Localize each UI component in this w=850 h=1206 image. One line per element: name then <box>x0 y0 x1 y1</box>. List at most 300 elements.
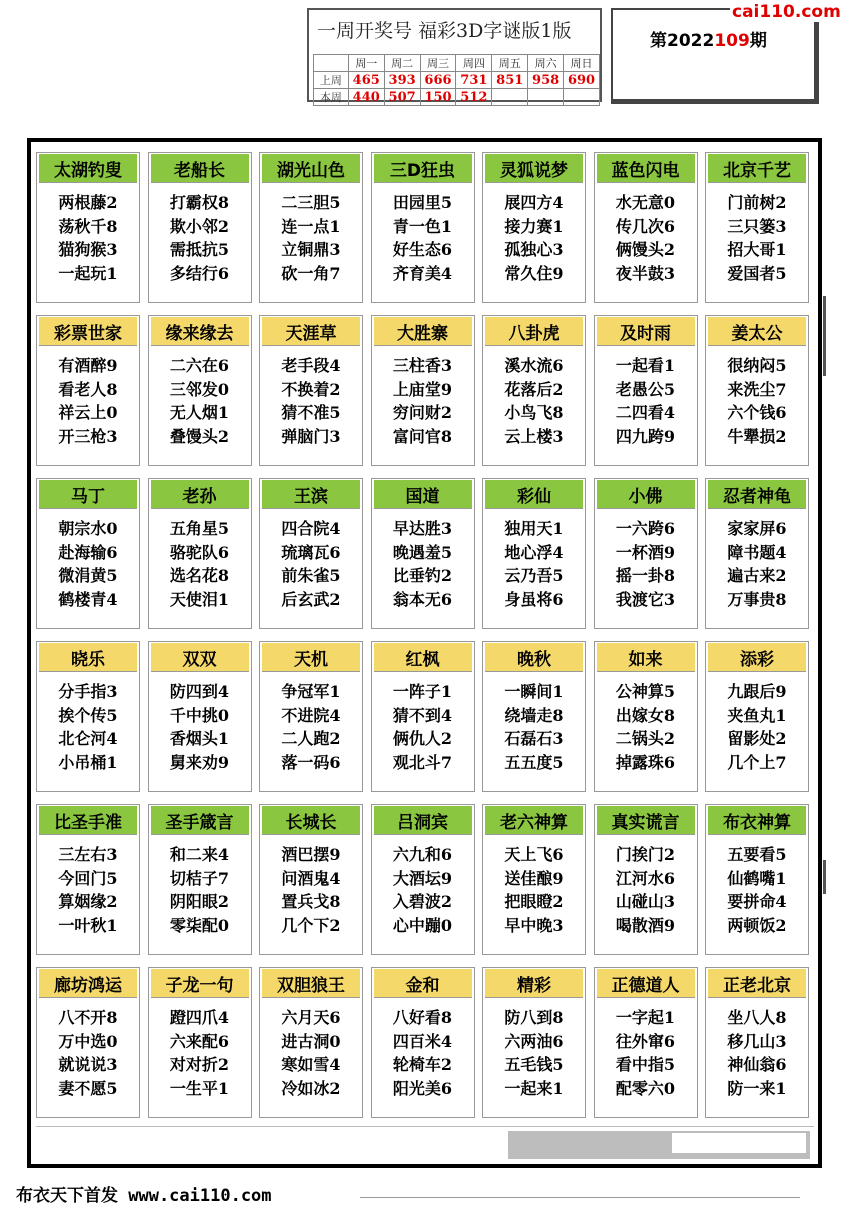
puzzle-line: 舅来劝9 <box>169 752 230 772</box>
puzzle-card-lines <box>372 680 474 774</box>
puzzle-line: 赴海输6 <box>58 542 118 562</box>
puzzle-card-lines <box>706 680 808 774</box>
puzzle-line: 把眼瞪2 <box>504 892 564 911</box>
puzzle-line: 富问官8 <box>392 426 453 446</box>
puzzle-line: 需抵抗5 <box>169 240 230 259</box>
puzzle-card-lines <box>706 354 808 448</box>
puzzle-line: 进古洞0 <box>281 1031 341 1051</box>
weekday-cell: 周五 <box>492 55 528 72</box>
puzzle-line: 齐育美4 <box>392 263 453 283</box>
puzzle-card-title: 天涯草 <box>262 317 360 346</box>
puzzle-line: 地心浮4 <box>504 542 564 562</box>
puzzle-line: 五角星5 <box>169 519 230 538</box>
weekly-draw-panel <box>307 8 602 105</box>
puzzle-line: 两根藤2 <box>58 193 118 212</box>
puzzle-card <box>482 804 586 955</box>
puzzle-card-title: 马丁 <box>39 480 137 509</box>
puzzle-line: 六月天6 <box>281 1008 341 1027</box>
puzzle-card-title: 比圣手准 <box>39 806 137 835</box>
puzzle-line: 二四看4 <box>615 403 676 422</box>
puzzle-card-lines <box>372 1006 474 1100</box>
puzzle-line: 二人跑2 <box>281 729 341 748</box>
puzzle-card-lines <box>595 191 697 285</box>
frame-edge-mark <box>823 860 826 894</box>
puzzle-line: 夜半鼓3 <box>615 263 676 283</box>
puzzle-card-lines <box>37 1006 139 1100</box>
puzzle-card <box>705 641 809 792</box>
puzzle-line: 天上飞6 <box>504 845 564 864</box>
puzzle-card <box>705 478 809 629</box>
puzzle-line: 零柒配0 <box>169 915 230 935</box>
draw-number: 851 <box>492 72 528 89</box>
puzzle-card-lines <box>595 354 697 448</box>
puzzle-line: 置兵戈8 <box>281 892 341 911</box>
weekly-draw-title: 一周开奖号 福彩3D字谜版1版 <box>317 20 572 42</box>
puzzle-card-title: 廊坊鸿运 <box>39 969 137 998</box>
site-logo[interactable]: cai110.com <box>732 2 841 22</box>
puzzle-line: 水无意0 <box>615 193 676 212</box>
puzzle-card-lines <box>260 354 362 448</box>
puzzle-line: 我渡它3 <box>615 589 676 609</box>
draw-number: 465 <box>348 72 384 89</box>
puzzle-card-title: 金和 <box>374 969 472 998</box>
puzzle-line: 喝散酒9 <box>615 915 676 935</box>
puzzle-card-title: 彩仙 <box>485 480 583 509</box>
puzzle-line: 移几山3 <box>727 1031 787 1051</box>
puzzle-card <box>148 152 252 303</box>
puzzle-line: 挨个传5 <box>58 705 118 725</box>
puzzle-line: 掉露珠6 <box>615 752 676 772</box>
issue-panel <box>611 8 819 104</box>
puzzle-line: 障书题4 <box>727 542 787 562</box>
puzzle-line: 接力赛1 <box>504 216 564 236</box>
puzzle-card <box>482 641 586 792</box>
puzzle-card-lines <box>595 843 697 937</box>
puzzle-card-title: 及时雨 <box>597 317 695 346</box>
puzzle-line: 争冠军1 <box>281 682 341 701</box>
puzzle-line: 防四到4 <box>169 682 230 701</box>
puzzle-line: 多结行6 <box>169 263 230 283</box>
puzzle-card-lines <box>260 517 362 611</box>
puzzle-line: 千中挑0 <box>169 705 230 725</box>
puzzle-card-lines <box>260 843 362 937</box>
puzzle-card <box>259 967 363 1118</box>
puzzle-line: 独用天1 <box>504 519 564 538</box>
puzzle-line: 前朱雀5 <box>281 566 341 585</box>
issue-suffix: 期 <box>749 31 767 51</box>
draw-number <box>492 89 528 106</box>
puzzle-line: 神仙翁6 <box>727 1055 787 1074</box>
puzzle-card-lines <box>595 1006 697 1100</box>
weekly-draw-table <box>313 54 600 106</box>
puzzle-card-lines <box>37 354 139 448</box>
puzzle-line: 孤独心3 <box>504 240 564 259</box>
puzzle-card-title: 老孙 <box>151 480 249 509</box>
puzzle-line: 轮椅车2 <box>392 1055 453 1074</box>
puzzle-card-title: 太湖钓叟 <box>39 154 137 183</box>
puzzle-line: 配零六0 <box>615 1078 676 1098</box>
puzzle-line: 四合院4 <box>281 519 341 538</box>
puzzle-line: 大酒坛9 <box>392 868 453 888</box>
puzzle-line: 看中指5 <box>615 1055 676 1074</box>
puzzle-card-title: 王滨 <box>262 480 360 509</box>
draw-number: 393 <box>384 72 420 89</box>
puzzle-line: 常久住9 <box>504 263 564 283</box>
puzzle-line: 上庙堂9 <box>392 379 453 399</box>
this-week-row <box>314 89 600 106</box>
puzzle-card-lines <box>149 843 251 937</box>
puzzle-line: 八好看8 <box>392 1008 453 1027</box>
puzzle-line: 一瞬间1 <box>504 682 564 701</box>
puzzle-card-lines <box>483 680 585 774</box>
puzzle-line: 入碧波2 <box>392 892 453 911</box>
puzzle-line: 弹脑门3 <box>281 426 341 446</box>
puzzle-line: 朝宗水0 <box>58 519 118 538</box>
puzzle-card <box>148 478 252 629</box>
puzzle-line: 猜不到4 <box>392 705 453 725</box>
issue-number <box>650 26 767 51</box>
last-week-row <box>314 72 600 89</box>
puzzle-line: 三邻发0 <box>169 379 230 399</box>
puzzle-card-title: 精彩 <box>485 969 583 998</box>
puzzle-line: 心中蹦0 <box>392 915 453 935</box>
row-label: 本周 <box>314 89 349 106</box>
puzzle-card-lines <box>149 191 251 285</box>
puzzle-card <box>705 967 809 1118</box>
puzzle-line: 要拼命4 <box>727 892 787 911</box>
puzzle-line: 家家屏6 <box>727 519 787 538</box>
puzzle-card-lines <box>260 680 362 774</box>
puzzle-card-lines <box>595 680 697 774</box>
puzzle-line: 几个上7 <box>727 752 787 772</box>
puzzle-card-lines <box>595 517 697 611</box>
puzzle-line: 展四方4 <box>504 193 564 212</box>
puzzle-line: 开三枪3 <box>58 426 118 446</box>
puzzle-line: 看老人8 <box>58 379 118 399</box>
puzzle-line: 留影处2 <box>727 729 787 748</box>
puzzle-card <box>36 315 140 466</box>
puzzle-line: 山碰山3 <box>615 892 676 911</box>
puzzle-line: 就说说3 <box>58 1055 118 1074</box>
puzzle-card-title: 姜太公 <box>708 317 806 346</box>
puzzle-line: 对对折2 <box>169 1055 230 1074</box>
puzzle-card-title: 晚秋 <box>485 643 583 672</box>
puzzle-line: 观北斗7 <box>392 752 453 772</box>
puzzle-line: 欺小邻2 <box>169 216 230 236</box>
puzzle-card <box>594 967 698 1118</box>
row-label: 上周 <box>314 72 349 89</box>
puzzle-card-title: 晓乐 <box>39 643 137 672</box>
puzzle-line: 坐八人8 <box>727 1008 787 1027</box>
puzzle-card <box>594 315 698 466</box>
puzzle-line: 六个钱6 <box>727 403 787 422</box>
puzzle-line: 防八到8 <box>504 1008 564 1027</box>
weekday-cell: 周二 <box>384 55 420 72</box>
weekday-cell: 周六 <box>528 55 564 72</box>
puzzle-line: 切桔子7 <box>169 868 230 888</box>
puzzle-card <box>259 152 363 303</box>
puzzle-card-title: 布衣神算 <box>708 806 806 835</box>
puzzle-card <box>482 967 586 1118</box>
puzzle-card-title: 八卦虎 <box>485 317 583 346</box>
puzzle-line: 问酒鬼4 <box>281 868 341 888</box>
puzzle-line: 鹤楼青4 <box>58 589 118 609</box>
puzzle-line: 阴阳眼2 <box>169 892 230 911</box>
draw-number <box>528 89 564 106</box>
puzzle-line: 一生平1 <box>169 1078 230 1098</box>
puzzle-line: 送佳酿9 <box>504 868 564 888</box>
puzzle-line: 石磊石3 <box>504 729 564 748</box>
puzzle-card-title: 双双 <box>151 643 249 672</box>
puzzle-line: 一起来1 <box>504 1078 564 1098</box>
draw-number: 958 <box>528 72 564 89</box>
puzzle-line: 老愚公5 <box>615 379 676 399</box>
puzzle-line: 公神算5 <box>615 682 676 701</box>
draw-number <box>564 89 600 106</box>
puzzle-card <box>705 315 809 466</box>
puzzle-card-title: 吕洞宾 <box>374 806 472 835</box>
puzzle-card-lines <box>706 517 808 611</box>
puzzle-card-lines <box>483 354 585 448</box>
puzzle-card-title: 子龙一句 <box>151 969 249 998</box>
puzzle-card <box>148 315 252 466</box>
puzzle-line: 俩仇人2 <box>392 729 453 748</box>
puzzle-line: 二六在6 <box>169 356 230 375</box>
puzzle-line: 小吊桶1 <box>58 752 118 772</box>
puzzle-line: 出嫁女8 <box>615 705 676 725</box>
puzzle-line: 俩馒头2 <box>615 240 676 259</box>
puzzle-card-title: 真实谎言 <box>597 806 695 835</box>
puzzle-line: 九跟后9 <box>727 682 787 701</box>
puzzle-card <box>482 152 586 303</box>
puzzle-line: 八不开8 <box>58 1008 118 1027</box>
puzzle-line: 微涓黄5 <box>58 566 118 585</box>
puzzle-line: 万事贵8 <box>727 589 787 609</box>
puzzle-card-lines <box>37 843 139 937</box>
issue-number-red: 109 <box>714 31 750 51</box>
draw-number: 666 <box>420 72 456 89</box>
puzzle-card-title: 正老北京 <box>708 969 806 998</box>
puzzle-card-title: 天机 <box>262 643 360 672</box>
puzzle-card-lines <box>483 843 585 937</box>
weekday-cell: 周三 <box>420 55 456 72</box>
puzzle-line: 田园里5 <box>392 193 453 212</box>
puzzle-line: 防一来1 <box>727 1078 787 1098</box>
puzzle-line: 连一点1 <box>281 216 341 236</box>
draw-number: 440 <box>348 89 384 106</box>
puzzle-line: 三只篓3 <box>727 216 787 236</box>
puzzle-card-title: 忍者神龟 <box>708 480 806 509</box>
puzzle-line: 寒如雪4 <box>281 1055 341 1074</box>
puzzle-line: 三柱香3 <box>392 356 453 375</box>
puzzle-card-title: 添彩 <box>708 643 806 672</box>
puzzle-card-lines <box>706 191 808 285</box>
puzzle-line: 猜不准5 <box>281 403 341 422</box>
puzzle-line: 不换着2 <box>281 379 341 399</box>
puzzle-line: 门挨门2 <box>615 845 676 864</box>
puzzle-card-lines <box>37 680 139 774</box>
puzzle-line: 北仑河4 <box>58 729 118 748</box>
puzzle-line: 四百米4 <box>392 1031 453 1051</box>
puzzle-line: 小鸟飞8 <box>504 403 564 422</box>
puzzle-card-lines <box>372 843 474 937</box>
puzzle-card <box>594 641 698 792</box>
puzzle-line: 冷如冰2 <box>281 1078 341 1098</box>
puzzle-line: 算姻缘2 <box>58 892 118 911</box>
puzzle-card-title: 三D狂虫 <box>374 154 472 183</box>
weekday-cell: 周一 <box>348 55 384 72</box>
puzzle-card <box>371 641 475 792</box>
puzzle-card-lines <box>260 1006 362 1100</box>
puzzle-line: 遍古来2 <box>727 566 787 585</box>
puzzle-line: 花落后2 <box>504 379 564 399</box>
puzzle-line: 好生态6 <box>392 240 453 259</box>
puzzle-line: 摇一卦8 <box>615 566 676 585</box>
puzzle-line: 一杯酒9 <box>615 542 676 562</box>
puzzle-line: 蹬四爪4 <box>169 1008 230 1027</box>
puzzle-card-lines <box>372 517 474 611</box>
puzzle-line: 妻不愿5 <box>58 1078 118 1098</box>
puzzle-line: 酒巴摆9 <box>281 845 341 864</box>
footer-slogan: 布衣天下首发 www.cai110.com <box>16 1186 272 1206</box>
puzzle-line: 一起玩1 <box>58 263 118 283</box>
puzzle-card-title: 如来 <box>597 643 695 672</box>
puzzle-card <box>594 804 698 955</box>
puzzle-card-lines <box>37 517 139 611</box>
puzzle-grid <box>36 152 814 1116</box>
puzzle-card-lines <box>37 191 139 285</box>
frame-edge-mark <box>823 296 826 376</box>
puzzle-line: 云上楼3 <box>504 426 564 446</box>
puzzle-line: 三左右3 <box>58 845 118 864</box>
puzzle-line: 四九跨9 <box>615 426 676 446</box>
puzzle-card <box>36 478 140 629</box>
puzzle-line: 很纳闷5 <box>727 356 787 375</box>
puzzle-card <box>148 967 252 1118</box>
puzzle-line: 万中选0 <box>58 1031 118 1051</box>
puzzle-card-lines <box>149 354 251 448</box>
puzzle-card <box>148 641 252 792</box>
puzzle-card-title: 国道 <box>374 480 472 509</box>
puzzle-card <box>371 478 475 629</box>
puzzle-card <box>36 641 140 792</box>
puzzle-card-lines <box>149 1006 251 1100</box>
puzzle-line: 爱国者5 <box>727 263 787 283</box>
puzzle-line: 早中晚3 <box>504 915 564 935</box>
puzzle-card <box>148 804 252 955</box>
puzzle-card-title: 老六神算 <box>485 806 583 835</box>
puzzle-line: 仙鹤嘴1 <box>727 868 787 888</box>
puzzle-card-lines <box>149 680 251 774</box>
puzzle-line: 荡秋千8 <box>58 216 118 236</box>
puzzle-card <box>371 804 475 955</box>
puzzle-line: 往外窜6 <box>615 1031 676 1051</box>
puzzle-line: 猫狗猴3 <box>58 240 118 259</box>
draw-number: 731 <box>456 72 492 89</box>
puzzle-card <box>259 804 363 955</box>
puzzle-line: 落一码6 <box>281 752 341 772</box>
puzzle-line: 叠馒头2 <box>169 426 230 446</box>
puzzle-line: 青一色1 <box>392 216 453 236</box>
puzzle-line: 五要看5 <box>727 845 787 864</box>
puzzle-card <box>259 641 363 792</box>
puzzle-line: 来洗尘7 <box>727 379 787 399</box>
draw-number: 150 <box>420 89 456 106</box>
puzzle-line: 一阵子1 <box>392 682 453 701</box>
puzzle-line: 打霸权8 <box>169 193 230 212</box>
puzzle-card-title: 老船长 <box>151 154 249 183</box>
puzzle-card-title: 彩票世家 <box>39 317 137 346</box>
puzzle-card <box>482 315 586 466</box>
puzzle-line: 牛犟损2 <box>727 426 787 446</box>
puzzle-line: 云乃吾5 <box>504 566 564 585</box>
puzzle-card <box>482 478 586 629</box>
puzzle-card-lines <box>706 843 808 937</box>
puzzle-line: 早达胜3 <box>392 519 453 538</box>
puzzle-line: 穷问财2 <box>392 403 453 422</box>
puzzle-card <box>594 478 698 629</box>
puzzle-card <box>259 478 363 629</box>
puzzle-card-title: 小佛 <box>597 480 695 509</box>
puzzle-line: 绕墙走8 <box>504 705 564 725</box>
puzzle-card-title: 正德道人 <box>597 969 695 998</box>
footer-rule <box>360 1197 800 1198</box>
puzzle-line: 选名花8 <box>169 566 230 585</box>
puzzle-line: 比垂钓2 <box>392 566 453 585</box>
puzzle-card-title: 灵狐说梦 <box>485 154 583 183</box>
puzzle-card-lines <box>706 1006 808 1100</box>
puzzle-card-lines <box>149 517 251 611</box>
puzzle-line: 晚遇羞5 <box>392 542 453 562</box>
puzzle-line: 香烟头1 <box>169 729 230 748</box>
puzzle-line: 不进院4 <box>281 705 341 725</box>
puzzle-line: 招大哥1 <box>727 240 787 259</box>
puzzle-card-lines <box>483 191 585 285</box>
draw-number: 512 <box>456 89 492 106</box>
puzzle-line: 天使泪1 <box>169 589 230 609</box>
puzzle-line: 今回门5 <box>58 868 118 888</box>
draw-number: 690 <box>564 72 600 89</box>
puzzle-card-title: 长城长 <box>262 806 360 835</box>
puzzle-line: 后玄武2 <box>281 589 341 609</box>
puzzle-line: 祥云上0 <box>58 403 118 422</box>
puzzle-line: 六来配6 <box>169 1031 230 1051</box>
weekday-row <box>314 55 600 72</box>
puzzle-card <box>259 315 363 466</box>
puzzle-line: 传几次6 <box>615 216 676 236</box>
puzzle-card <box>371 152 475 303</box>
puzzle-line: 阳光美6 <box>392 1078 453 1098</box>
puzzle-line: 二锅头2 <box>615 729 676 748</box>
puzzle-card <box>594 152 698 303</box>
puzzle-line: 无人烟1 <box>169 403 230 422</box>
puzzle-line: 几个下2 <box>281 915 341 935</box>
puzzle-card-lines <box>372 191 474 285</box>
footer-white-box <box>672 1133 806 1153</box>
puzzle-line: 身虽将6 <box>504 589 564 609</box>
puzzle-card <box>36 967 140 1118</box>
puzzle-card-title: 双胆狼王 <box>262 969 360 998</box>
puzzle-card <box>371 967 475 1118</box>
weekday-cell: 周日 <box>564 55 600 72</box>
puzzle-card-title: 蓝色闪电 <box>597 154 695 183</box>
puzzle-line: 六九和6 <box>392 845 453 864</box>
puzzle-line: 一叶秋1 <box>58 915 118 935</box>
puzzle-card-lines <box>483 517 585 611</box>
puzzle-line: 江河水6 <box>615 868 676 888</box>
puzzle-line: 一字起1 <box>615 1008 676 1027</box>
puzzle-card-lines <box>483 1006 585 1100</box>
